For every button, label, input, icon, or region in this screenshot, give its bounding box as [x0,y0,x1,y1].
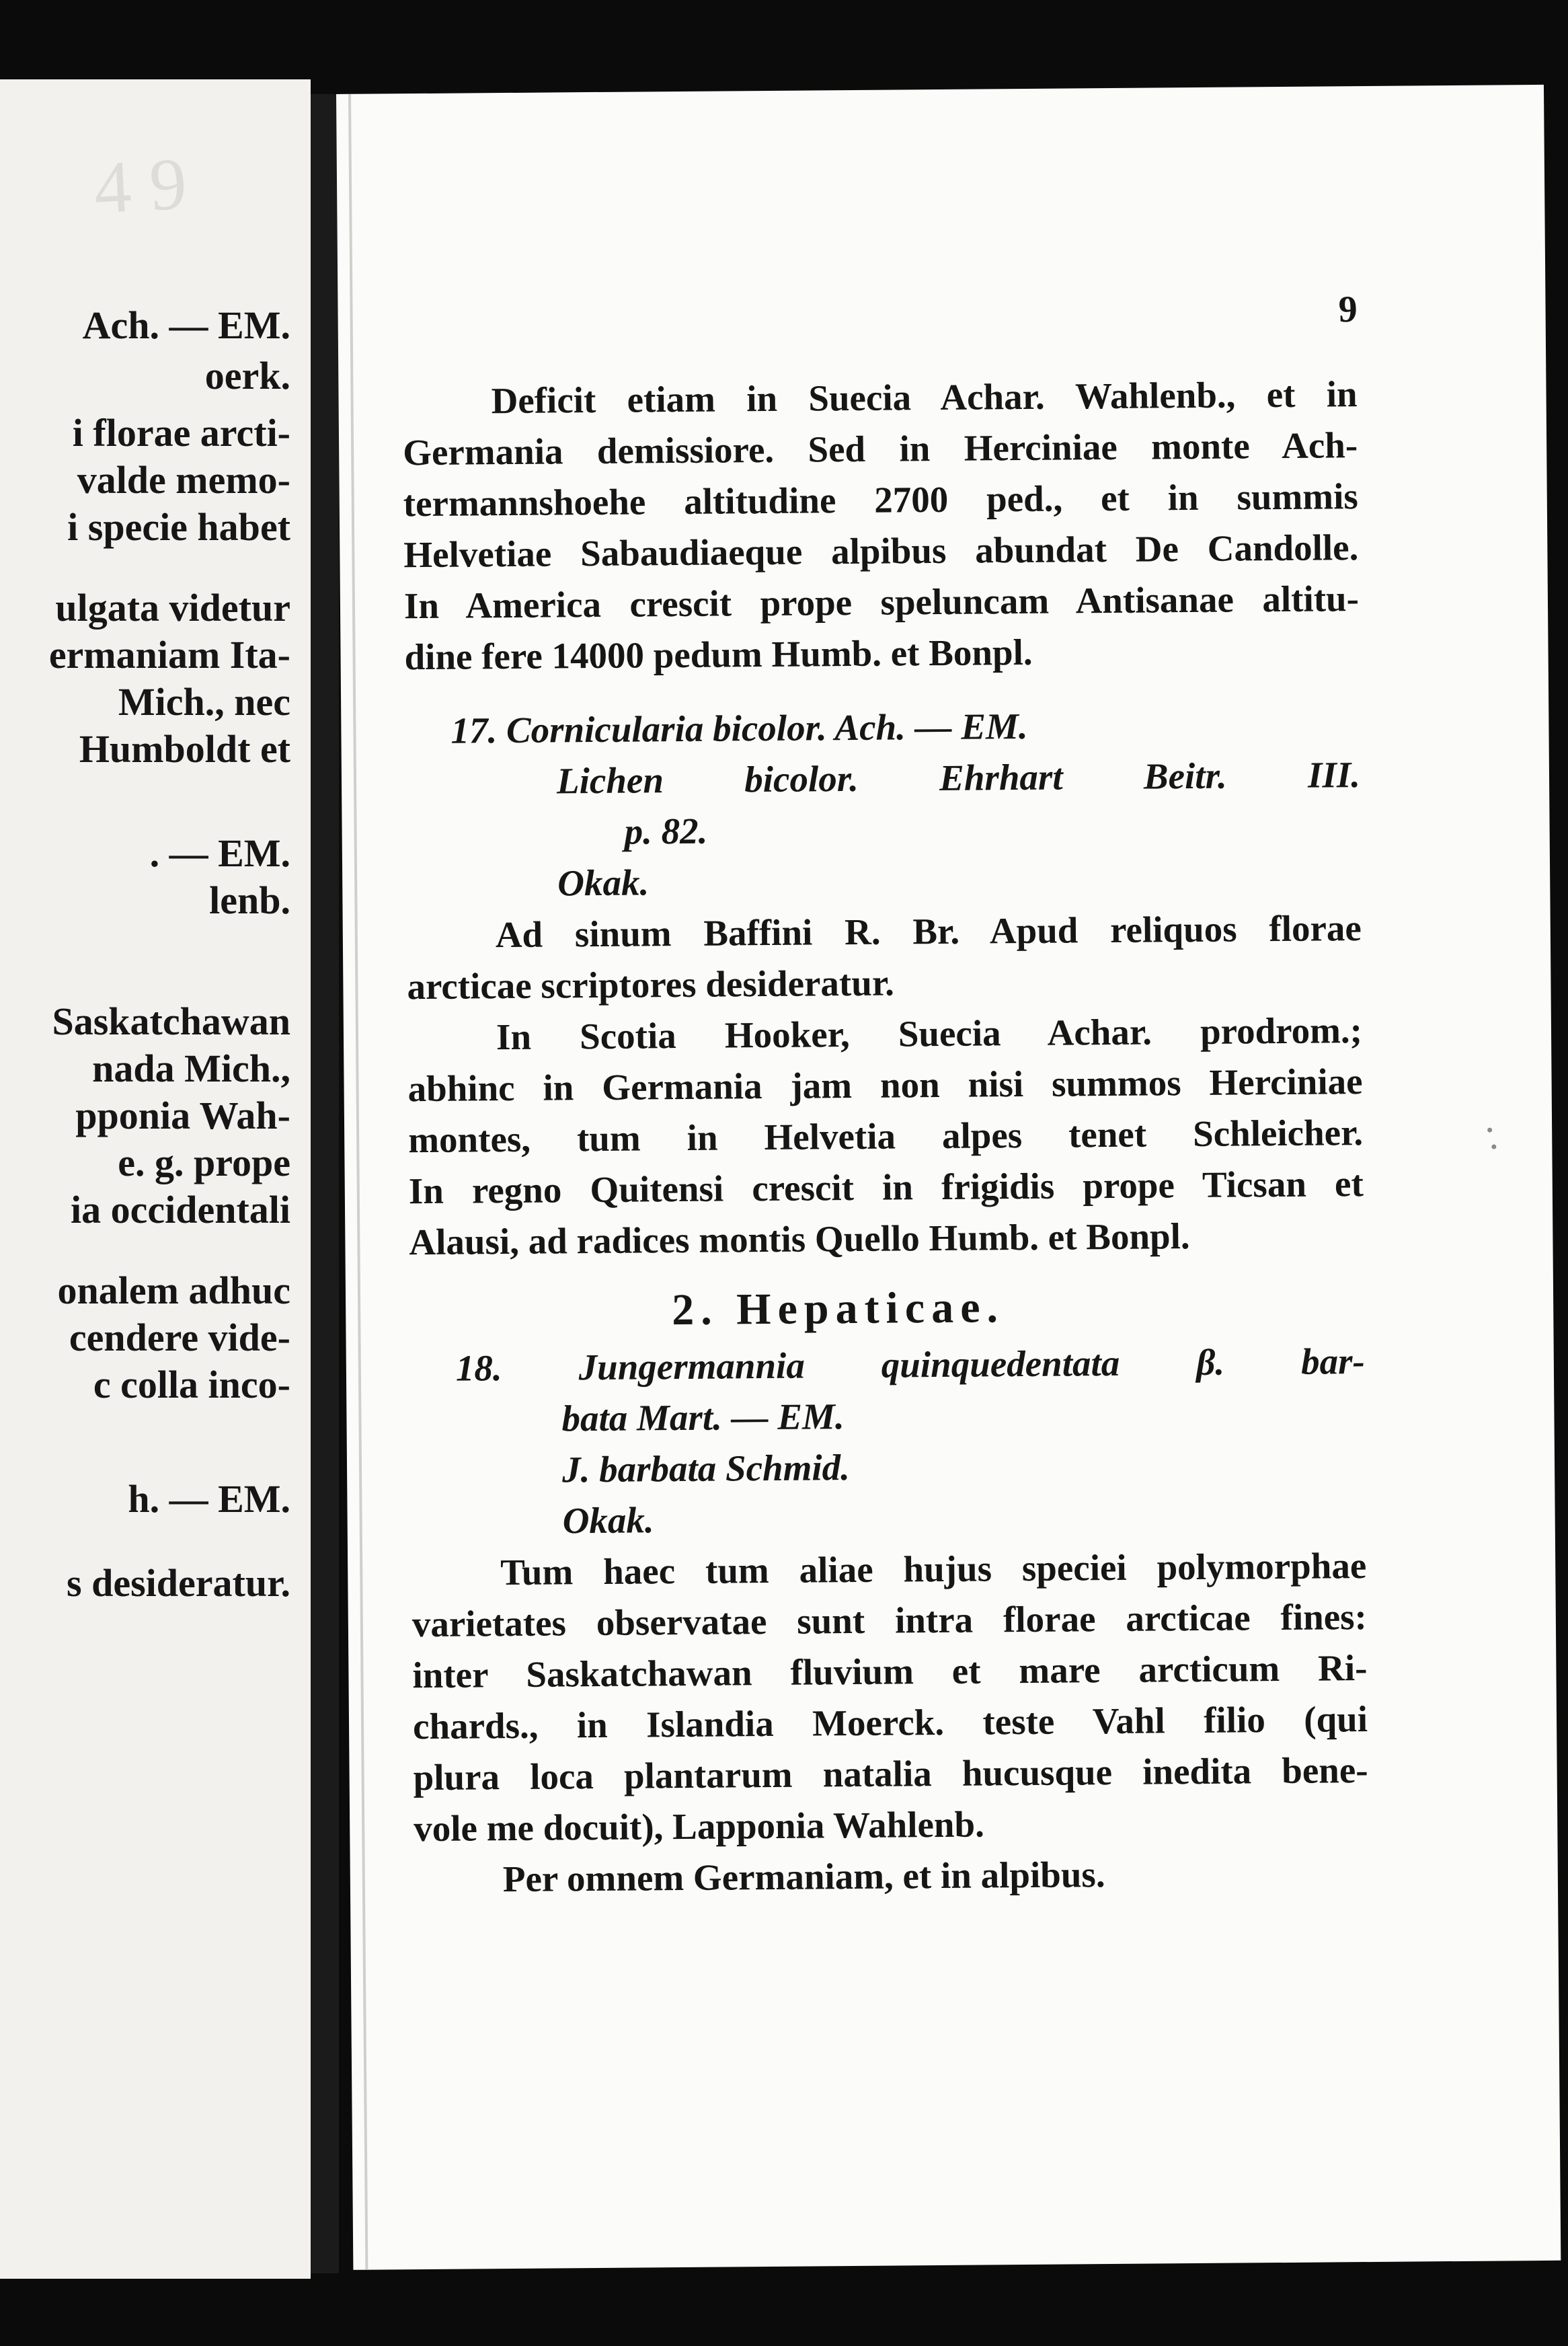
left-page-line: pponia Wah- [75,1094,290,1137]
species-entry-line: 17. Cornicularia bicolor. Ach. — EM. [450,705,1028,751]
body-text-line: termannshoehe altitudine 2700 ped., et in summis [403,476,1358,525]
left-page-line: . — EM. [149,831,290,875]
species-entry-line: Lichen bicolor. Ehrhart Beitr. III. [556,754,1361,802]
left-page-line: lenb. [209,878,290,922]
faded-page-number: 4 9 [91,142,189,229]
left-page-line: Saskatchawan [52,999,290,1043]
body-text-line: In Scotia Hooker, Suecia Achar. prodrom.; [496,1010,1363,1058]
body-text-line: vole me docuit), Lapponia Wahlenb. [414,1803,985,1850]
left-page-line: i specie habet [67,505,290,549]
page-number: 9 [1338,289,1358,331]
species-entry-line: 18. Jungermannia quinquedentata β. bar- [455,1340,1366,1389]
left-page-line: onalem adhuc [57,1269,290,1312]
body-text-line: Deficit etiam in Suecia Achar. Wahlenb., et in [491,373,1358,422]
left-page-line: Ach. — EM. [82,303,290,347]
left-page-line: ermaniam Ita- [48,633,290,677]
left-page-line: cendere vide- [69,1316,290,1359]
body-text-line: Germania demissiore. Sed in Herciniae monte Ach- [402,424,1358,474]
left-page-line: i florae arcti- [72,411,290,455]
body-text-line: Ad sinum Baffini R. Br. Apud reliquos florae [495,907,1362,956]
left-page-line: oerk. [204,354,290,398]
body-text-line: inter Saskatchawan fluvium et mare arcticum Ri- [412,1647,1368,1696]
species-entry-line: Okak. [557,862,650,904]
body-text-line: varietates observatae sunt intra florae arcticae fines: [411,1596,1368,1645]
species-entry-line: Okak. [562,1499,654,1542]
left-page-line: ia occidentali [70,1188,290,1232]
left-page-line: Mich., nec [118,680,290,724]
body-text-line: abhinc in Germania jam non nisi summos Herciniae [407,1061,1363,1110]
body-text-line: chards., in Islandia Moerck. teste Vahl filio (qui [412,1698,1368,1747]
section-heading: 2. Hepaticae. [671,1283,1005,1335]
speck [1487,1128,1492,1133]
speck [1491,1144,1496,1149]
species-entry-line: p. 82. [624,810,708,852]
left-page-line: e. g. prope [118,1141,290,1184]
left-page-line: nada Mich., [92,1047,290,1090]
species-entry-line: J. barbata Schmid. [561,1447,851,1490]
page-body-text [402,369,1369,1905]
body-text-line: Per omnem Germaniam, et in alpibus. [502,1854,1105,1900]
body-text-line: Helvetiae Sabaudiaeque alpibus abundat De Candolle. [403,527,1359,576]
body-text-line: Tum haec tum aliae hujus speciei polymorphae [500,1545,1367,1593]
left-page-line: ulgata videtur [55,586,290,630]
left-page-line: h. — EM. [128,1477,290,1521]
left-page-line: c colla inco- [93,1363,290,1406]
body-text-line: plura loca plantarum natalia hucusque inedita bene- [413,1749,1368,1799]
left-page-line: s desideratur. [67,1561,290,1605]
body-text-line: montes, tum in Helvetia alpes tenet Schleicher. [407,1112,1364,1161]
left-page-line: Humboldt et [79,727,290,771]
left-page-line: valde memo- [77,458,290,502]
left-page [0,79,311,2279]
body-text-line: arcticae scriptores desideratur. [407,962,895,1008]
body-text-line: In regno Quitensi crescit in frigidis prope Ticsan et [408,1163,1364,1212]
right-page [336,85,1561,2270]
book-gutter [311,94,339,2273]
body-text-line: dine fere 14000 pedum Humb. et Bonpl. [404,631,1033,678]
body-text-line: In America crescit prope speluncam Antisanae altitu- [403,578,1360,627]
page-edge-line [348,94,368,2270]
species-entry-line: bata Mart. — EM. [561,1396,845,1439]
body-text-line: Alausi, ad radices montis Quello Humb. et Bonpl. [409,1215,1190,1263]
